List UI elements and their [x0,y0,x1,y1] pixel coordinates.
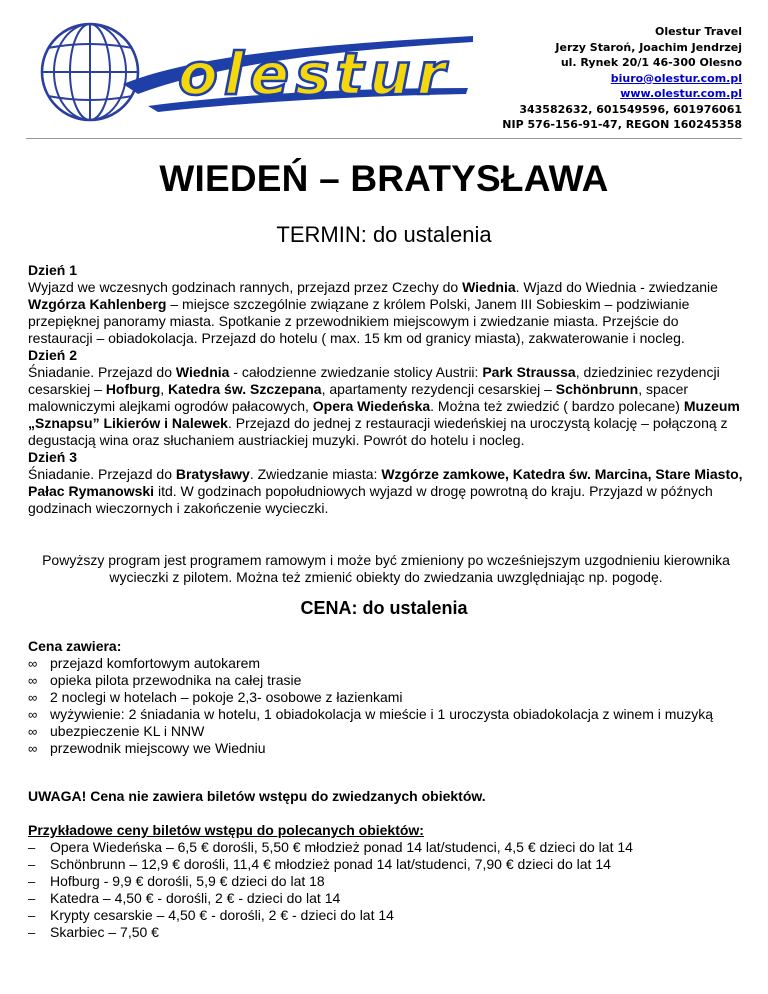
include-item [28,689,744,706]
includes-list [28,655,744,757]
list-item-text: Schönbrunn – 12,9 € dorośli, 11,4 € młodzież ponad 14 lat/studenci, 7,90 € dzieci do lat 14 [50,856,611,872]
highlight-text: Park Straussa [482,364,576,380]
tickets-heading: Przykładowe ceny biletów wstępu do polecanych obiektów: [28,822,424,838]
highlight-text: Hofburg [105,381,161,397]
bullet-icon: ∞ [28,690,38,705]
highlight-text: Wzgórze zamkowe, Katedra św. Marcina, Stare Miasto, Pałac Rymanowski [28,466,743,499]
day-3 [28,449,744,517]
bullet-icon: ∞ [28,656,38,671]
list-item-text: przejazd komfortowym autokarem [50,655,261,671]
highlight-text: Wiednia [175,364,230,380]
list-item-text: Skarbiec – 7,50 € [50,924,159,940]
include-item [28,655,744,672]
list-item-text: ubezpieczenie KL i NNW [50,723,205,739]
description-text: itd. W godzinach popołudniowych wyjazd w drogę powrotną do kraju. Przyjazd w późnych godzinach wieczornych i zakończenie wycieczki. [28,483,713,516]
bullet-icon: ∞ [28,673,38,688]
list-item-text: opieka pilota przewodnika na całej trasie [50,672,302,688]
include-item [28,706,744,723]
day-1 [28,262,744,347]
ticket-price-item [28,873,744,890]
company-phones: 343582632, 601549596, 601976061 [519,102,742,116]
ticket-price-item [28,890,744,907]
highlight-text: Schönbrunn [555,381,639,397]
day-label: Dzień 2 [28,347,78,363]
include-item [28,740,744,757]
company-owners: Jerzy Staroń, Joachim Jendrzej [555,40,742,54]
date-heading: TERMIN: do ustalenia [276,222,492,247]
description-text: Śniadanie. Przejazd do [28,364,176,380]
description-text: , [160,381,169,397]
highlight-text: Katedra św. Szczepana [168,381,322,397]
program-note: Powyższy program jest programem ramowym i może być zmieniony po wcześniejszym uzgodnieniu kierownika wycieczki z pilotem. Można też zmienić obiekty do zwiedzania uwzględniając np. pogodę. [42,552,730,585]
description-text: . Przejazd do jednej z restauracji wiedeńskiej na uroczystą kolację – połączoną z degustacją wina oraz słuchaniem austriackiej muzyki. Powrót do hotelu i nocleg. [28,415,728,448]
logo-wordmark: olestur [178,40,452,108]
list-item-text: Opera Wiedeńska – 6,5 € dorośli, 5,50 € młodzież ponad 14 lat/studenci, 4,5 € dzieci do lat 14 [50,839,633,855]
header-divider [26,138,742,139]
company-registry: NIP 576-156-91-47, REGON 160245358 [502,118,742,131]
highlight-text: Opera Wiedeńska [312,398,431,414]
description-text: . Zwiedzanie miasta: [249,466,382,482]
list-item-text: 2 noclegi w hotelach – pokoje 2,3- osobowe z łazienkami [50,689,403,705]
highlight-text: Wiednia [462,279,516,295]
bullet-icon: ∞ [28,707,38,722]
list-item-text: Katedra – 4,50 € - dorośli, 2 € - dzieci do lat 14 [50,890,341,906]
bullet-icon: – [28,925,36,940]
company-info [502,24,742,133]
globe-icon [42,24,138,120]
bullet-icon: ∞ [28,741,38,756]
day-description [28,466,744,517]
description-text: - całodzienne zwiedzanie stolicy Austrii: [229,364,483,380]
bullet-icon: – [28,857,36,872]
highlight-text: Wzgórza Kahlenberg [28,296,167,312]
description-text: Wyjazd we wczesnych godzinach rannych, przejazd przez Czechy do [28,279,463,295]
company-address: ul. Rynek 20/1 46-300 Olesno [560,56,742,69]
description-text: – miejsce szczególnie związane z królem Polski, Janem III Sobieskim – podziwianie przepięknej panoramy miasta. Spotkanie z przewodnikiem miejscowym i zwiedzanie miasta. Przejście do restauracji – obiadokolacja. Przejazd do hotelu ( max. 15 km od granicy miasta), zakwaterowanie i nocleg. [28,296,690,346]
page-title: WIEDEŃ – BRATYSŁAWA [159,158,609,199]
bullet-icon: – [28,891,36,906]
day-label: Dzień 3 [28,449,78,465]
price-includes [28,638,744,757]
ticket-price-item [28,907,744,924]
description-text: Śniadanie. Przejazd do [28,466,176,482]
day-label: Dzień 1 [28,262,78,278]
include-item [28,723,744,740]
description-text: , dziedziniec rezydencji cesarskiej – [28,364,720,397]
description-text: , apartamenty rezydencji cesarskiej – [321,381,556,397]
ticket-price-item [28,856,744,873]
includes-heading: Cena zawiera: [28,638,122,654]
bullet-icon: ∞ [28,724,38,739]
list-item-text: wyżywienie: 2 śniadania w hotelu, 1 obiadokolacja w mieście i 1 uroczysta obiadokolacja z winem i muzyką [50,706,713,722]
highlight-text: Muzeum „Sznapsu” Likierów i Nalewek [28,398,740,431]
description-text: . Można też zwiedzić ( bardzo polecane) [430,398,684,414]
ticket-price-item [28,924,744,941]
include-item [28,672,744,689]
description-text: , spacer malowniczymi alejkami ogrodów pałacowych, [28,381,689,414]
bullet-icon: – [28,840,36,855]
day-description [28,279,744,347]
day-2 [28,347,744,449]
ticket-prices [28,822,744,941]
website-link[interactable]: www.olestur.com.pl [620,87,742,100]
price-warning: UWAGA! Cena nie zawiera biletów wstępu do zwiedzanych obiektów. [28,788,486,804]
bullet-icon: – [28,908,36,923]
bullet-icon: – [28,874,36,889]
olestur-logo [28,14,478,132]
tickets-list [28,839,744,941]
highlight-text: Bratysławy [175,466,250,482]
description-text: . Wjazd do Wiednia - zwiedzanie [515,279,718,295]
ticket-price-item [28,839,744,856]
price-heading: CENA: do ustalenia [300,598,468,618]
day-description [28,364,744,449]
email-link[interactable]: biuro@olestur.com.pl [610,71,742,85]
list-item-text: Hofburg - 9,9 € dorośli, 5,9 € dzieci do lat 18 [50,873,325,889]
list-item-text: Krypty cesarskie – 4,50 € - dorośli, 2 € - dzieci do lat 14 [50,907,394,923]
list-item-text: przewodnik miejscowy we Wiedniu [50,740,266,756]
company-name: Olestur Travel [654,25,742,38]
program [28,262,744,517]
